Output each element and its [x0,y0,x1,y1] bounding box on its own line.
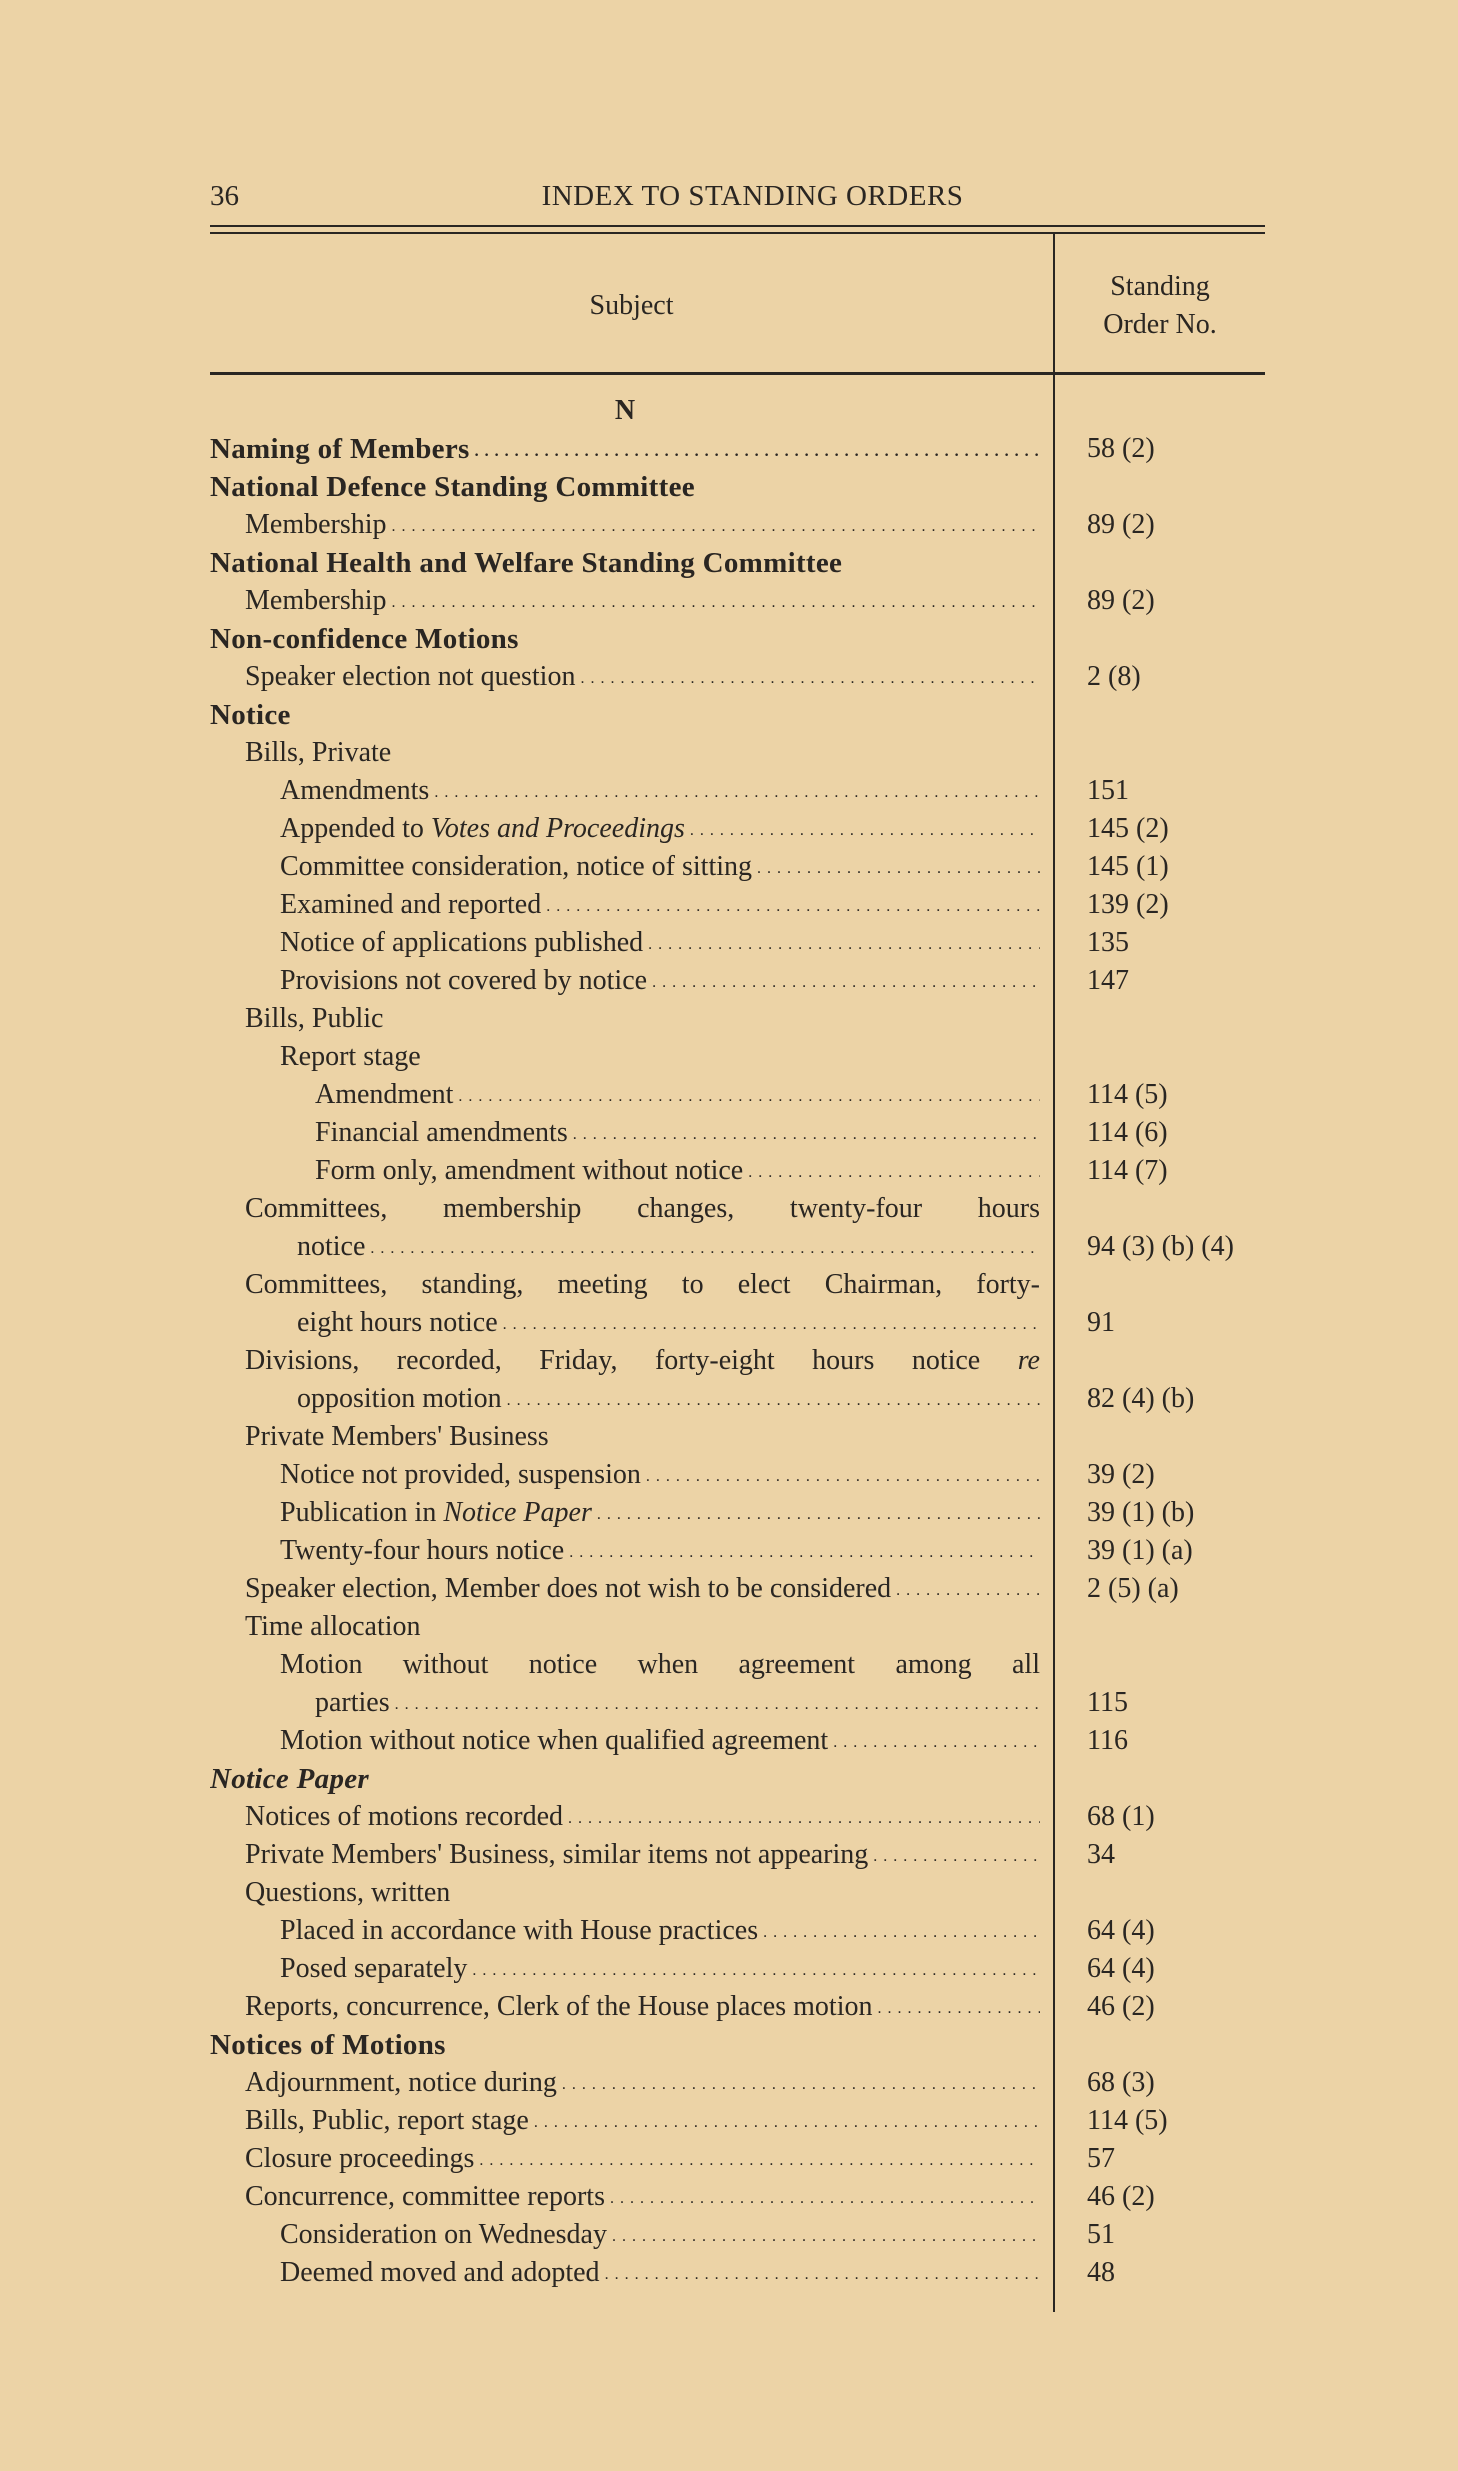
subject-column-header [210,287,1053,325]
entry-label: Consideration on Wednesday . . . [280,2216,1040,2256]
index-entry [210,1114,1265,1152]
index-entry [210,1722,1265,1760]
index-entry [210,962,1265,1000]
subject-header-label: Subject [589,290,674,321]
index-entry [210,1532,1265,1570]
entry-reference: 114 (7) [1087,1155,1168,1186]
entry-reference: 114 (6) [1087,1117,1168,1148]
entry-label: Amendment . . . [315,1076,1040,1116]
entry-label: parties . . . [315,1684,1040,1724]
entry-reference: 135 [1087,927,1129,958]
standing-order-column-header [1055,268,1265,344]
entry-label: Notice not provided, suspension . . . [280,1456,1040,1496]
index-entry [210,1342,1265,1380]
entry-reference: 39 (1) (a) [1087,1535,1193,1566]
entry-reference: 151 [1087,775,1129,806]
entry-label-text: Divisions, recorded, Friday, forty-eight hours notice [245,1345,981,1376]
entry-label: Notices of Motions [210,2029,446,2061]
index-entry [210,1912,1265,1950]
entry-label-italic: Notice Paper [210,1763,370,1795]
index-entry [210,848,1265,886]
entry-label-italic: re [1017,1345,1040,1376]
index-entry [210,1988,1265,2026]
entry-label-text: Appended to [280,813,424,844]
index-entry [210,2140,1265,2178]
index-entry [210,1798,1265,1836]
index-entry [210,1000,1265,1038]
entry-label: Deemed moved and adopted . . . [280,2254,1040,2294]
entry-reference: 115 [1087,1687,1128,1718]
page-number: 36 [210,180,239,212]
entry-reference: 46 (2) [1087,2181,1155,2212]
entry-label: Non-confidence Motions [210,623,519,655]
entry-label: Twenty-four hours notice . . . [280,1532,1040,1572]
index-entry [210,1950,1265,1988]
entry-reference: 64 (4) [1087,1953,1155,1984]
index-entry [210,734,1265,772]
entry-label: Provisions not covered by notice . . . [280,962,1040,1002]
entry-reference: 139 (2) [1087,889,1169,920]
entry-label: notice . . . [297,1228,1040,1268]
entry-reference: 89 (2) [1087,509,1155,540]
entry-reference: 147 [1087,965,1129,996]
index-entry [210,1304,1265,1342]
entry-label: Speaker election not question . . . [245,658,1040,698]
entry-label-text: Publication in [280,1497,437,1528]
entry-label: National Defence Standing Committee [210,471,695,503]
entry-reference: 2 (8) [1087,661,1141,692]
entry-reference: 68 (1) [1087,1801,1155,1832]
index-entry [210,1836,1265,1874]
entry-label: Adjournment, notice during . . . [245,2064,1040,2104]
entry-label [280,810,1040,850]
entry-label: Time allocation [245,1611,421,1642]
page-title: INDEX TO STANDING ORDERS [541,180,964,212]
entry-label: Speaker election, Member does not wish to be considered . . . [245,1570,1040,1610]
index-entry [210,658,1265,696]
index-entry [210,2064,1265,2102]
entry-reference: 48 [1087,2257,1115,2288]
entry-reference: 116 [1087,1725,1128,1756]
entry-reference: 46 (2) [1087,1991,1155,2022]
entry-label: Committees, standing, meeting to elect Chairman, forty- [245,1269,1040,1300]
entry-reference: 94 (3) (b) (4) [1087,1231,1234,1262]
entry-label-italic: Votes and Proceedings [430,813,685,844]
entry-label: Membership . . . [245,506,1040,546]
entry-reference: 39 (1) (b) [1087,1497,1195,1528]
index-entry [210,1494,1265,1532]
index-entry [210,1152,1265,1190]
index-entry [210,2254,1265,2292]
entry-reference: 91 [1087,1307,1115,1338]
entry-label [210,1760,369,1798]
index-entry [210,1038,1265,1076]
entry-reference: 68 (3) [1087,2067,1155,2098]
index-entry [210,620,1265,658]
entry-label: Motion without notice when agreement among all [280,1649,1040,1680]
column-head-rule [210,372,1265,375]
index-entry [210,2216,1265,2254]
entry-reference: 114 (5) [1087,1079,1168,1110]
entry-label: Notices of motions recorded . . . [245,1798,1040,1838]
header-rule-top [210,225,1265,227]
entry-reference: 58 (2) [1087,433,1155,464]
index-entry [210,2178,1265,2216]
entry-label-italic: Notice Paper [443,1497,592,1528]
index-entry [210,1228,1265,1266]
entry-label: Bills, Public [245,1003,384,1034]
index-entry [210,1684,1265,1722]
entry-label: Membership . . . [245,582,1040,622]
order-header-line-1: Standing [1110,271,1210,302]
index-entry [210,1266,1265,1304]
entry-label: Bills, Public, report stage . . . [245,2102,1040,2142]
index-entry [210,1608,1265,1646]
index-entry [210,810,1265,848]
entry-label: Bills, Private [245,737,392,768]
index-entry [210,1456,1265,1494]
index-entry [210,924,1265,962]
entry-label: Examined and reported . . . [280,886,1040,926]
index-entry [210,1076,1265,1114]
page-header [210,180,1265,220]
entry-label: Report stage [280,1041,421,1072]
index-entry [210,696,1265,734]
entry-label: Private Members' Business [245,1421,549,1452]
order-header-line-2: Order No. [1103,309,1217,340]
index-entry [210,1874,1265,1912]
index-entry [210,886,1265,924]
entry-reference: 82 (4) (b) [1087,1383,1195,1414]
index-entry [210,1418,1265,1456]
entry-label: Questions, written [245,1877,451,1908]
entry-reference: 64 (4) [1087,1915,1155,1946]
entry-label: Committees, membership changes, twenty-four hours [245,1193,1040,1224]
entry-label: Naming of Members . . . [210,430,1040,471]
index-entry [210,2102,1265,2140]
entry-label: Financial amendments . . . [315,1114,1040,1154]
entry-label: Notice of applications published . . . [280,924,1040,964]
index-entry [210,582,1265,620]
section-letter [210,392,1265,430]
entry-label: Posed separately . . . [280,1950,1040,1990]
index-entries [210,392,1265,2292]
entry-label [280,1494,1040,1534]
entry-reference: 145 (1) [1087,851,1169,882]
entry-reference: 34 [1087,1839,1115,1870]
entry-label: Private Members' Business, similar items not appearing . . . [245,1836,1040,1876]
entry-label: Amendments . . . [280,772,1040,812]
entry-reference: 57 [1087,2143,1115,2174]
entry-reference: 39 (2) [1087,1459,1155,1490]
index-entry [210,1380,1265,1418]
index-entry [210,1570,1265,1608]
entry-reference: 114 (5) [1087,2105,1168,2136]
entry-label: opposition motion . . . [297,1380,1040,1420]
entry-label: eight hours notice . . . [297,1304,1040,1344]
entry-label: National Health and Welfare Standing Committee [210,547,843,579]
entry-reference: 2 (5) (a) [1087,1573,1179,1604]
entry-label: Concurrence, committee reports . . . [245,2178,1040,2218]
index-entry [210,2026,1265,2064]
entry-label: Committee consideration, notice of sitting . . . [280,848,1040,888]
entry-reference: 145 (2) [1087,813,1169,844]
entry-label [245,1342,1040,1380]
index-entry [210,772,1265,810]
section-letter-label: N [614,395,636,426]
entry-label: Reports, concurrence, Clerk of the House places motion . . . [245,1988,1040,2028]
entry-label: Form only, amendment without notice . . . [315,1152,1040,1192]
entry-label: Motion without notice when qualified agreement . . . [280,1722,1040,1762]
entry-reference: 89 (2) [1087,585,1155,616]
index-entry [210,1190,1265,1228]
entry-label: Placed in accordance with House practices . . . [280,1912,1040,1952]
entry-label: Closure proceedings . . . [245,2140,1040,2180]
entry-label: Notice [210,699,291,731]
index-entry [210,1646,1265,1684]
index-entry [210,544,1265,582]
index-entry [210,1760,1265,1798]
entry-reference: 51 [1087,2219,1115,2250]
header-rule-bottom [210,232,1265,234]
index-entry [210,468,1265,506]
index-entry [210,430,1265,468]
index-entry [210,506,1265,544]
